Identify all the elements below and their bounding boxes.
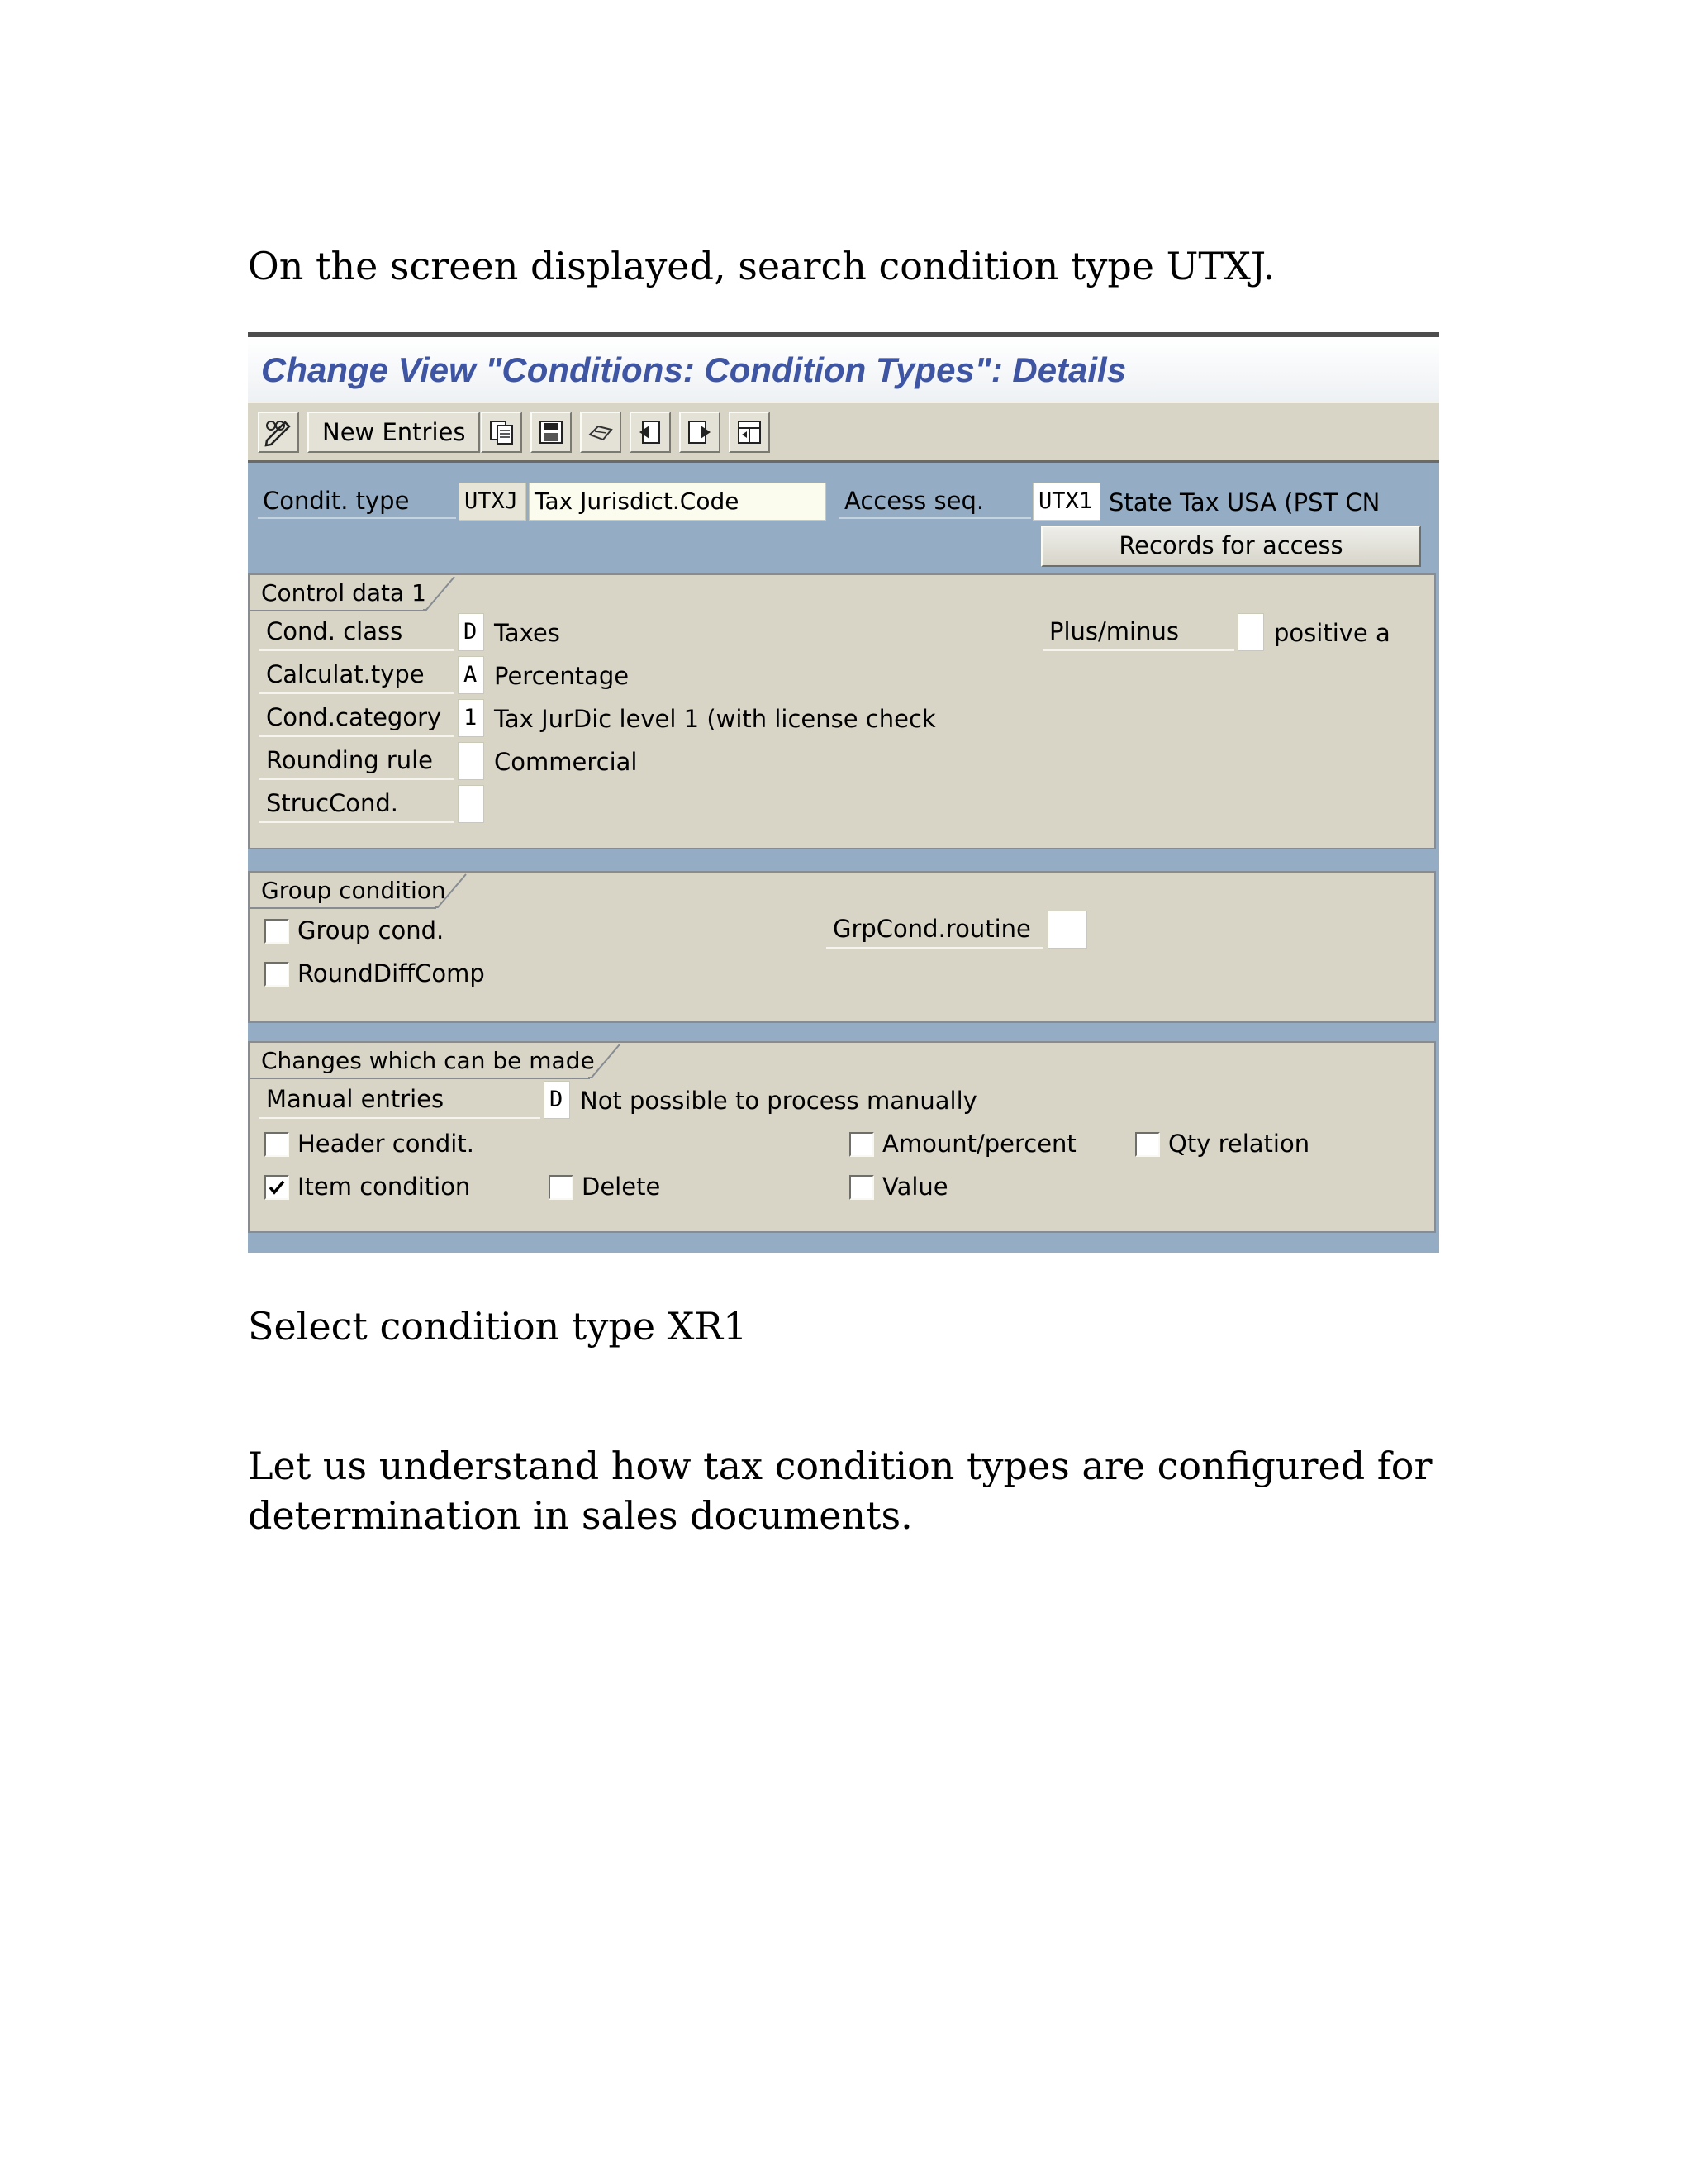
rounding-rule-description: Commercial (494, 748, 638, 776)
undo-icon (587, 418, 615, 446)
struc-cond-label: StrucCond. (259, 785, 454, 823)
manual-entries-field[interactable]: D (544, 1081, 570, 1119)
rounding-rule-field[interactable] (458, 742, 484, 780)
save-button[interactable] (530, 412, 572, 453)
condit-type-description: Tax Jurisdict.Code (529, 483, 826, 521)
new-entries-button[interactable]: New Entries (307, 412, 480, 453)
group-cond-checkbox[interactable] (264, 919, 289, 944)
amount-percent-label: Amount/percent (882, 1130, 1077, 1158)
save-icon (537, 418, 565, 446)
calc-type-label: Calculat.type (259, 656, 454, 694)
cond-category-field[interactable]: 1 (458, 699, 484, 737)
cond-category-description: Tax JurDic level 1 (with license check (494, 705, 936, 733)
condit-type-field[interactable]: UTXJ (459, 483, 526, 521)
control-data-title: Control data 1 (261, 579, 426, 607)
display-change-button[interactable] (258, 412, 299, 453)
checkmark-icon (268, 1178, 286, 1197)
control-data-tab (250, 575, 426, 611)
sap-screenshot (248, 332, 1439, 1253)
condit-type-label: Condit. type (258, 483, 456, 519)
previous-entry-button[interactable] (630, 412, 671, 453)
cond-category-label: Cond.category (259, 699, 454, 737)
item-condition-label: Item condition (297, 1173, 471, 1201)
calc-type-field[interactable]: A (458, 656, 484, 694)
header-condit-label: Header condit. (297, 1130, 474, 1158)
item-condition-checkbox[interactable] (264, 1175, 289, 1200)
cond-class-description: Taxes (494, 619, 560, 647)
changes-tab (250, 1043, 595, 1079)
copy-icon (487, 418, 516, 446)
access-seq-description: State Tax USA (PST CN (1109, 488, 1381, 516)
group-condition-group (248, 871, 1436, 1023)
header-condit-checkbox[interactable] (264, 1132, 289, 1157)
variable-list-button[interactable] (729, 412, 770, 453)
struc-cond-field[interactable] (458, 785, 484, 823)
changes-title: Changes which can be made (261, 1047, 595, 1074)
plus-minus-description: positive a (1274, 619, 1390, 647)
variable-list-icon (735, 418, 763, 446)
next-entry-button[interactable] (679, 412, 720, 453)
amount-percent-checkbox[interactable] (849, 1132, 874, 1157)
access-seq-label: Access seq. (839, 483, 1031, 519)
intro-paragraph: On the screen displayed, search condition type UTXJ. (248, 244, 1276, 288)
delete-label: Delete (582, 1173, 661, 1201)
changes-group (248, 1041, 1436, 1233)
cond-class-label: Cond. class (259, 613, 454, 651)
select-paragraph: Select condition type XR1 (248, 1304, 748, 1349)
undo-button[interactable] (580, 412, 621, 453)
plus-minus-label: Plus/minus (1043, 613, 1234, 651)
manual-entries-label: Manual entries (259, 1081, 540, 1119)
manual-entries-description: Not possible to process manually (580, 1087, 977, 1115)
application-toolbar (248, 402, 1439, 463)
edit-glasses-icon (264, 417, 293, 447)
access-seq-field[interactable]: UTX1 (1033, 483, 1100, 521)
delete-checkbox[interactable] (549, 1175, 573, 1200)
group-cond-label: Group cond. (297, 916, 444, 944)
grp-routine-label: GrpCond.routine (826, 911, 1043, 949)
plus-minus-field[interactable] (1238, 613, 1264, 651)
round-diff-checkbox[interactable] (264, 962, 289, 987)
value-checkbox[interactable] (849, 1175, 874, 1200)
cond-class-field[interactable]: D (458, 613, 484, 651)
calc-type-description: Percentage (494, 662, 630, 690)
title-bar (248, 337, 1439, 402)
value-label: Value (882, 1173, 948, 1201)
previous-entry-icon (636, 418, 664, 446)
records-for-access-button[interactable]: Records for access (1041, 526, 1421, 567)
window-title: Change View "Conditions: Condition Types": Details (261, 350, 1127, 389)
next-entry-icon (686, 418, 714, 446)
group-condition-title: Group condition (261, 877, 446, 904)
qty-relation-label: Qty relation (1168, 1130, 1310, 1158)
control-data-group (248, 573, 1436, 849)
group-condition-tab (250, 873, 446, 909)
copy-button[interactable] (481, 412, 522, 453)
qty-relation-checkbox[interactable] (1135, 1132, 1160, 1157)
rounding-rule-label: Rounding rule (259, 742, 454, 780)
grp-routine-field[interactable] (1048, 911, 1087, 949)
explain-paragraph: Let us understand how tax condition types are configured for determination in sales documents. (248, 1444, 1433, 1538)
round-diff-label: RoundDiffComp (297, 959, 485, 987)
